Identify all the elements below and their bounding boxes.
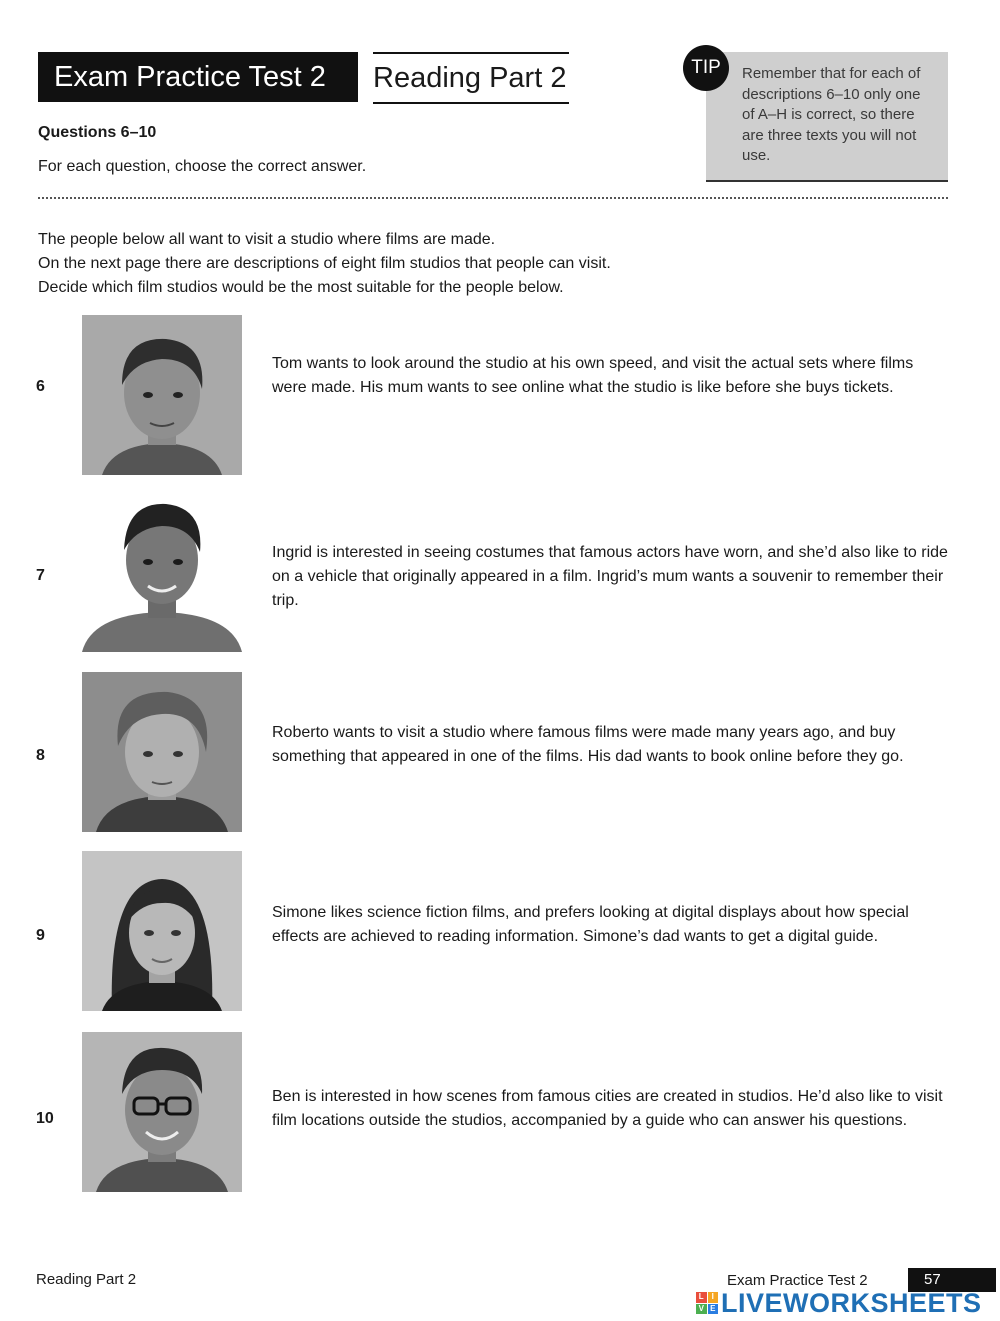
question-number: 9 — [36, 927, 45, 944]
liveworksheets-text: LIVEWORKSHEETS — [721, 1288, 982, 1318]
tip-box — [706, 52, 948, 182]
liveworksheets-logo-icon — [696, 1292, 718, 1314]
boy-portrait-icon — [82, 315, 242, 475]
logo-letter: I — [708, 1292, 719, 1303]
tip-badge: TIP — [683, 45, 729, 91]
part-title: Reading Part 2 — [373, 52, 569, 104]
instruction: For each question, choose the correct answer. — [38, 158, 367, 175]
exam-title: Exam Practice Test 2 — [38, 52, 358, 102]
page-number: 57 — [908, 1268, 996, 1292]
question-text: Ben is interested in how scenes from famous cities are created in studios. He’d also like to visit film locations outside the studios, accompanied by a guide who can answer his questions. — [272, 1088, 943, 1129]
person-photo — [82, 672, 242, 832]
logo-letter: L — [696, 1292, 707, 1303]
question-text: Tom wants to look around the studio at his own speed, and visit the actual sets where films were made. His mum wants to see online what the studio is like before she buys tickets. — [272, 355, 914, 396]
question-number: 6 — [36, 378, 45, 395]
liveworksheets-watermark — [696, 1290, 982, 1316]
dotted-divider — [38, 197, 948, 199]
footer-test-label: Exam Practice Test 2 — [727, 1272, 868, 1289]
girl-long-hair-portrait-icon — [82, 851, 242, 1011]
intro-line: The people below all want to visit a studio where films are made. — [38, 231, 496, 248]
question-number: 8 — [36, 747, 45, 764]
boy-portrait-icon — [82, 672, 242, 832]
logo-letter: V — [696, 1304, 707, 1315]
person-photo — [82, 851, 242, 1011]
person-photo — [82, 494, 242, 652]
logo-letter: E — [708, 1304, 719, 1315]
footer-section-label: Reading Part 2 — [36, 1271, 137, 1288]
intro-line: On the next page there are descriptions of eight film studios that people can visit. — [38, 255, 611, 272]
girl-short-hair-portrait-icon — [82, 494, 242, 652]
question-number: 7 — [36, 567, 45, 584]
boy-glasses-portrait-icon — [82, 1032, 242, 1192]
tip-text: Remember that for each of descriptions 6–10 only one of A–H is correct, so there are three texts you will not use. — [742, 65, 921, 164]
question-text: Simone likes science fiction films, and prefers looking at digital displays about how special effects are achieved to reading information. Simone’s dad wants to get a digital guide. — [272, 904, 909, 945]
person-photo — [82, 1032, 242, 1192]
question-text: Roberto wants to visit a studio where famous films were made many years ago, and buy something that appeared in one of the films. His dad wants to book online before they go. — [272, 724, 904, 765]
question-text: Ingrid is interested in seeing costumes that famous actors have worn, and she’d also like to ride on a vehicle that originally appeared in a film. Ingrid’s mum wants a souvenir to remember their trip. — [272, 544, 948, 609]
question-number: 10 — [36, 1110, 54, 1127]
intro-line: Decide which film studios would be the most suitable for the people below. — [38, 279, 564, 296]
questions-heading: Questions 6–10 — [38, 124, 157, 141]
person-photo — [82, 315, 242, 475]
